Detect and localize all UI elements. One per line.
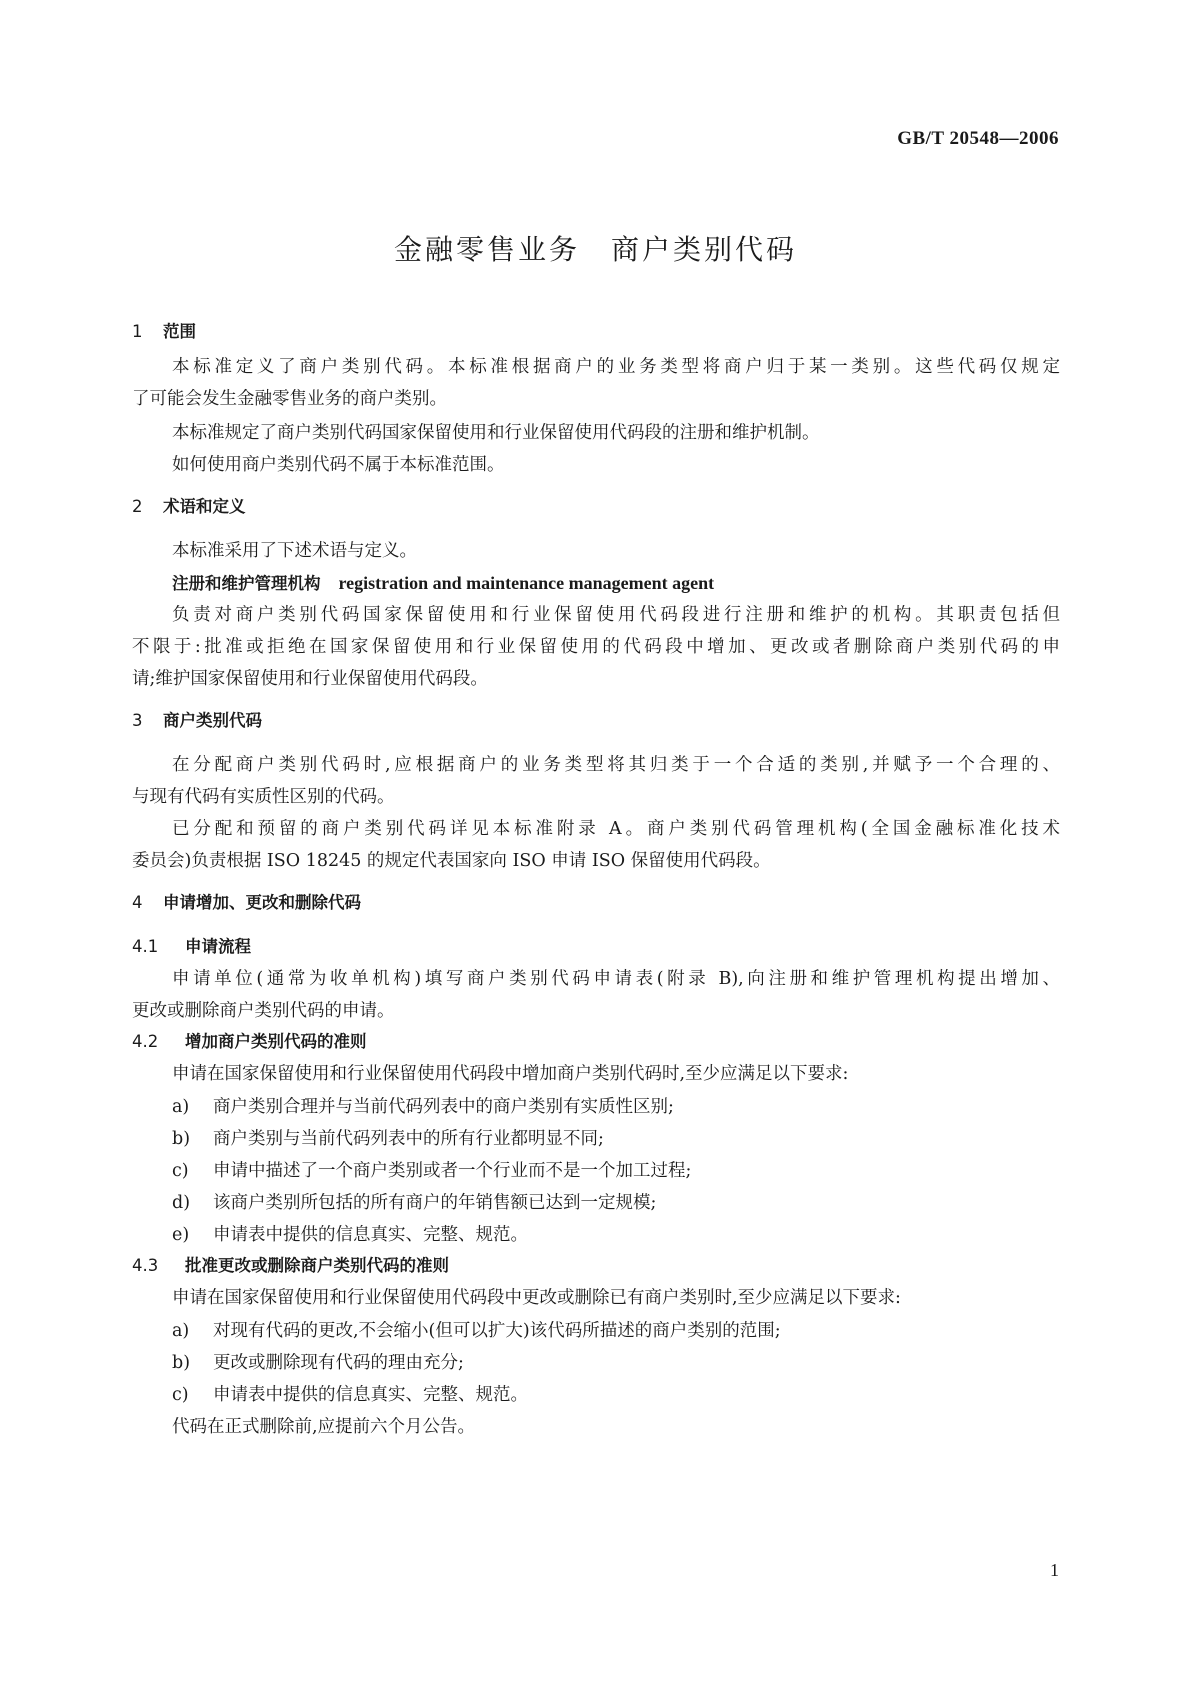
section-2-heading (132, 496, 246, 518)
paragraph-line: 请;维护国家保留使用和行业保留使用代码段。 (132, 669, 488, 689)
section-1-heading (132, 321, 196, 343)
paragraph-line: 与现有代码有实质性区别的代码。 (132, 787, 395, 807)
list-item (172, 1384, 528, 1406)
section-title: 范围 (163, 322, 196, 341)
paragraph: 申请在国家保留使用和行业保留使用代码段中更改或删除已有商户类别时,至少应满足以下要求: (172, 1288, 901, 1308)
paragraph-line: 负责对商户类别代码国家保留使用和行业保留使用代码段进行注册和维护的机构。其职责包括但 (172, 605, 1060, 625)
section-title: 商户类别代码 (163, 711, 262, 730)
paragraph-line: 本标准定义了商户类别代码。本标准根据商户的业务类型将商户归于某一类别。这些代码仅规定 (172, 357, 1060, 377)
paragraph-line: 更改或删除商户类别代码的申请。 (132, 1001, 395, 1021)
term-entry (172, 572, 714, 595)
paragraph-line: 申请单位(通常为收单机构)填写商户类别代码申请表(附录 B),向注册和维护管理机构提出增加、 (172, 969, 1060, 989)
list-text: 对现有代码的更改,不会缩小(但可以扩大)该代码所描述的商户类别的范围; (213, 1321, 781, 1341)
list-text: 申请中描述了一个商户类别或者一个行业而不是一个加工过程; (213, 1161, 692, 1181)
list-item (172, 1352, 464, 1374)
list-text: 申请表中提供的信息真实、完整、规范。 (213, 1225, 528, 1245)
list-text: 商户类别与当前代码列表中的所有行业都明显不同; (213, 1129, 604, 1149)
paragraph: 代码在正式删除前,应提前六个月公告。 (172, 1417, 476, 1437)
paragraph: 本标准规定了商户类别代码国家保留使用和行业保留使用代码段的注册和维护机制。 (172, 423, 820, 443)
paragraph: 本标准采用了下述术语与定义。 (172, 541, 417, 561)
list-marker: d) (172, 1193, 191, 1213)
subsection-title: 申请流程 (185, 937, 251, 956)
list-text: 商户类别合理并与当前代码列表中的商户类别有实质性区别; (213, 1097, 674, 1117)
list-item (172, 1160, 691, 1182)
list-item (172, 1128, 604, 1150)
list-item (172, 1096, 674, 1118)
section-3-heading (132, 710, 262, 732)
list-item (172, 1224, 528, 1246)
section-number: 4 (132, 893, 143, 912)
document-title: 金融零售业务 商户类别代码 (393, 233, 797, 266)
term-chinese: 注册和维护管理机构 (172, 574, 321, 593)
list-marker: c) (172, 1385, 189, 1405)
subsection-4-2-heading (132, 1031, 367, 1053)
standard-code: GB/T 20548—2006 (897, 128, 1059, 149)
section-title: 申请增加、更改和删除代码 (163, 893, 361, 912)
paragraph-line: 已分配和预留的商户类别代码详见本标准附录 A。商户类别代码管理机构(全国金融标准化技术 (172, 819, 1060, 839)
list-item (172, 1320, 781, 1342)
list-text: 该商户类别所包括的所有商户的年销售额已达到一定规模; (213, 1193, 657, 1213)
paragraph-line: 不限于:批准或拒绝在国家保留使用和行业保留使用的代码段中增加、更改或者删除商户类别代码的申 (132, 637, 1060, 657)
list-marker: b) (172, 1129, 191, 1149)
section-number: 2 (132, 497, 143, 516)
list-marker: a) (172, 1321, 190, 1341)
paragraph-line: 在分配商户类别代码时,应根据商户的业务类型将其归类于一个合适的类别,并赋予一个合理的、 (172, 755, 1060, 775)
list-item (172, 1192, 656, 1214)
section-4-heading (132, 892, 361, 914)
subsection-number: 4.1 (132, 937, 159, 956)
section-title: 术语和定义 (163, 497, 246, 516)
paragraph-line: 了可能会发生金融零售业务的商户类别。 (132, 389, 447, 409)
list-marker: c) (172, 1161, 189, 1181)
subsection-number: 4.3 (132, 1256, 159, 1275)
list-text: 申请表中提供的信息真实、完整、规范。 (213, 1385, 528, 1405)
subsection-number: 4.2 (132, 1032, 159, 1051)
paragraph: 如何使用商户类别代码不属于本标准范围。 (172, 455, 505, 475)
list-marker: e) (172, 1225, 190, 1245)
subsection-title: 批准更改或删除商户类别代码的准则 (185, 1256, 449, 1275)
subsection-4-3-heading (132, 1255, 449, 1277)
list-marker: b) (172, 1353, 191, 1373)
list-marker: a) (172, 1097, 190, 1117)
subsection-title: 增加商户类别代码的准则 (185, 1032, 367, 1051)
paragraph: 申请在国家保留使用和行业保留使用代码段中增加商户类别代码时,至少应满足以下要求: (172, 1064, 849, 1084)
paragraph-line: 委员会)负责根据 ISO 18245 的规定代表国家向 ISO 申请 ISO 保留使用代码段。 (132, 851, 771, 871)
section-number: 1 (132, 322, 143, 341)
subsection-4-1-heading (132, 936, 251, 958)
term-english: registration and maintenance management agent (338, 573, 715, 593)
list-text: 更改或删除现有代码的理由充分; (213, 1353, 464, 1373)
section-number: 3 (132, 711, 143, 730)
page-number: 1 (1050, 1560, 1059, 1580)
